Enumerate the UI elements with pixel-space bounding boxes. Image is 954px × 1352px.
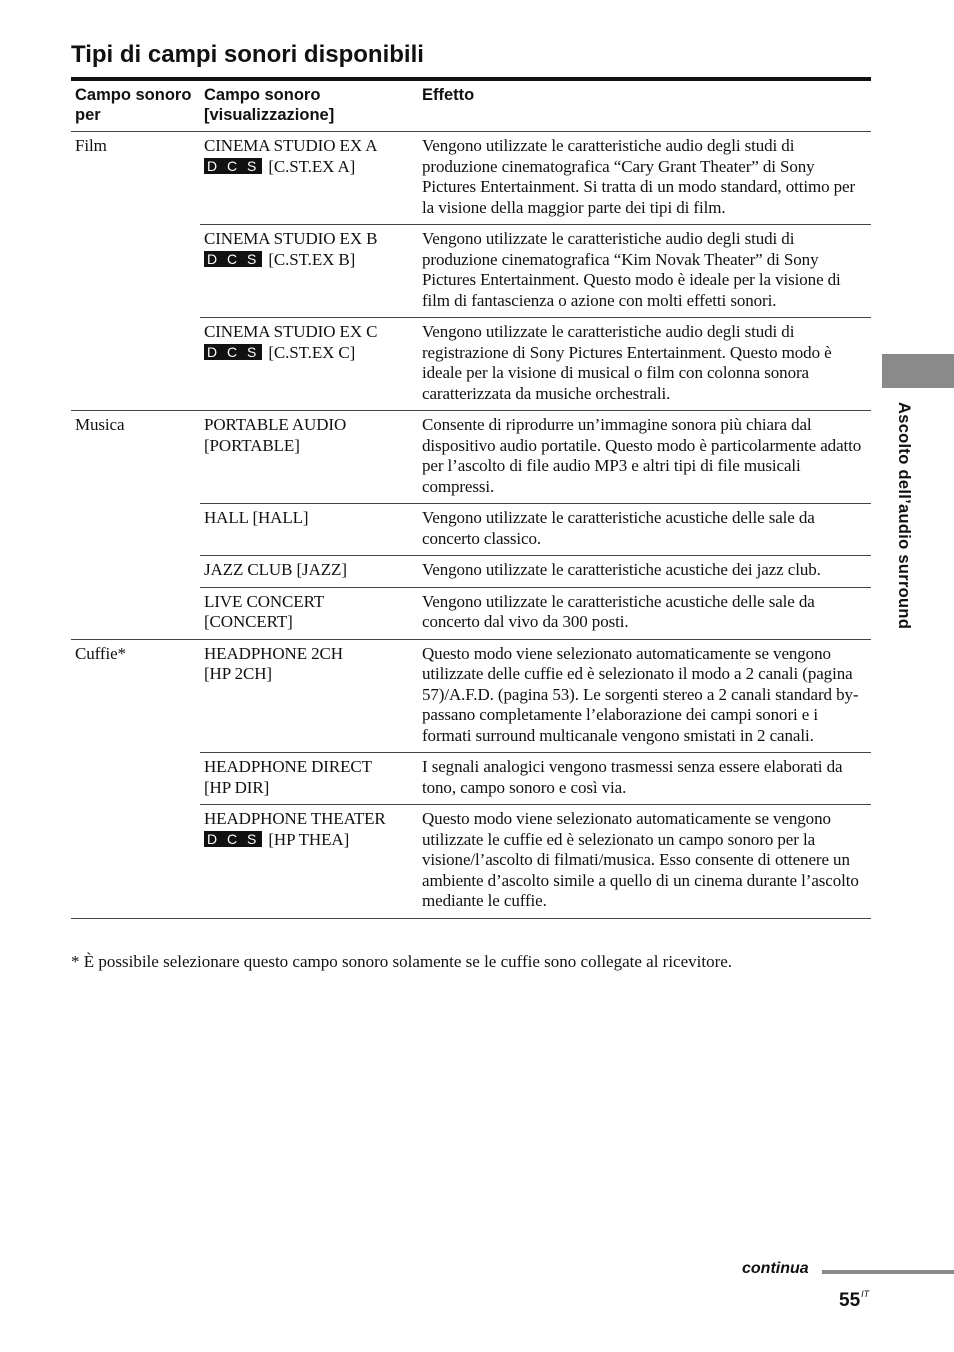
title-rule [71, 77, 871, 81]
field-cell [200, 225, 418, 318]
effect-cell: Vengono utilizzate le caratteristiche audio degli studi di registrazione di Sony Pictures Entertainment. Questo modo è ideale per la visione di musical o film con colonna sonora caratterizzata da musiche orchestrali. [418, 318, 871, 411]
effect-cell: Vengono utilizzate le caratteristiche acustiche delle sale da concerto dal vivo da 300 posti. [418, 587, 871, 639]
table-row [71, 587, 871, 639]
field-name: CINEMA STUDIO EX C [204, 322, 378, 341]
field-display: [HP 2CH] [204, 664, 272, 683]
field-name: HEADPHONE 2CH [204, 643, 343, 663]
field-cell [200, 504, 418, 556]
footnote: * È possibile selezionare questo campo sonoro solamente se le cuffie sono collegate al ricevitore. [71, 952, 733, 971]
effect-cell: Questo modo viene selezionato automaticamente se vengono utilizzate le cuffie ed è selezionato un campo sonoro per la visione/l’ascolto di filmati/musica. Esso consente di ottenere un ambiente d’ascolto simile a quello di un cinema durante l’ascolto mediante le cuffie. [418, 805, 871, 919]
page-number [839, 1282, 869, 1313]
continua-label: continua [742, 1260, 809, 1277]
table-header-row [71, 84, 871, 132]
field-cell [200, 411, 418, 504]
category-cell [71, 225, 200, 318]
field-cell [200, 587, 418, 639]
section-tab-marker [882, 354, 954, 388]
dcs-badge: D C S [204, 251, 262, 267]
field-cell [200, 639, 418, 753]
field-display: [C.ST.EX C] [268, 342, 356, 362]
effect-cell: Questo modo viene selezionato automaticamente se vengono utilizzate delle cuffie ed è selezionato il modo a 2 canali (pagina 57)/A.F.D. (pagina 53). Le sorgenti stereo a 2 canali standard by-passano completamente l’elaborazione dei campi sonori e i formati surround multicanale vengono smistati in 2 canali. [418, 639, 871, 753]
continua-bar [822, 1270, 954, 1274]
field-name: HEADPHONE DIRECT [204, 757, 372, 776]
field-cell [200, 556, 418, 588]
table-row [71, 753, 871, 805]
category-cell [71, 805, 200, 919]
page-title: Tipi di campi sonori disponibili [71, 41, 424, 68]
table-row [71, 504, 871, 556]
category-cell [71, 753, 200, 805]
field-name: HALL [HALL] [204, 508, 309, 527]
table-row [71, 556, 871, 588]
table-row [71, 639, 871, 753]
field-name: LIVE CONCERT [204, 591, 325, 611]
header-category: Campo sonoro per [71, 84, 200, 132]
table-row [71, 411, 871, 504]
field-name: CINEMA STUDIO EX A [204, 136, 378, 155]
page-number-value: 55 [839, 1290, 861, 1311]
field-display: [CONCERT] [204, 612, 293, 631]
page-language-suffix: IT [861, 1289, 870, 1299]
field-name: JAZZ CLUB [JAZZ] [204, 560, 347, 579]
category-cell: Musica [71, 411, 200, 504]
section-side-label: Ascolto dell’audio surround [895, 402, 913, 630]
table-row [71, 805, 871, 919]
category-cell: Cuffie* [71, 639, 200, 753]
field-display: [HP THEA] [268, 829, 350, 849]
field-display: [PORTABLE] [204, 435, 300, 455]
effect-cell: I segnali analogici vengono trasmessi senza essere elaborati da tono, campo sonoro e così via. [418, 753, 871, 805]
category-cell [71, 587, 200, 639]
field-cell [200, 753, 418, 805]
category-cell [71, 504, 200, 556]
field-display: [C.ST.EX A] [268, 156, 356, 176]
category-cell [71, 318, 200, 411]
category-cell [71, 556, 200, 588]
header-field: Campo sonoro [visualizzazione] [200, 84, 418, 132]
dcs-badge: D C S [204, 831, 262, 847]
header-effect: Effetto [418, 84, 871, 132]
category-cell: Film [75, 136, 107, 155]
table-row [71, 132, 871, 225]
field-cell [200, 318, 418, 411]
dcs-badge: D C S [204, 158, 262, 174]
field-name: CINEMA STUDIO EX B [204, 229, 378, 248]
effect-cell: Vengono utilizzate le caratteristiche acustiche delle sale da concerto classico. [418, 504, 871, 556]
field-cell [200, 805, 418, 919]
field-name: PORTABLE AUDIO [204, 415, 347, 434]
field-display: [HP DIR] [204, 777, 270, 797]
effect-cell: Consente di riprodurre un’immagine sonora più chiara dal dispositivo audio portatile. Questo modo è particolarmente adatto per l’ascolto di file audio MP3 e altri tipi di file musicali compressi. [418, 411, 871, 504]
field-cell [200, 132, 418, 225]
effect-cell: Vengono utilizzate le caratteristiche audio degli studi di produzione cinematografica “Cary Grant Theater” di Sony Pictures Entertainment. Si tratta di un modo standard, ottimo per la visione della maggior parte dei tipi di film. [422, 136, 856, 217]
dcs-badge: D C S [204, 344, 262, 360]
field-name: HEADPHONE THEATER [204, 809, 386, 828]
table-row [71, 318, 871, 411]
table-row [71, 225, 871, 318]
sound-field-table [71, 84, 871, 919]
effect-cell: Vengono utilizzate le caratteristiche audio degli studi di produzione cinematografica “Kim Novak Theater” di Sony Pictures Entertainment. Questo modo è ideale per la visione di film di fantascienza o azione con molti effetti sonori. [418, 225, 871, 318]
effect-cell: Vengono utilizzate le caratteristiche acustiche dei jazz club. [418, 556, 871, 588]
field-display: [C.ST.EX B] [268, 249, 356, 269]
